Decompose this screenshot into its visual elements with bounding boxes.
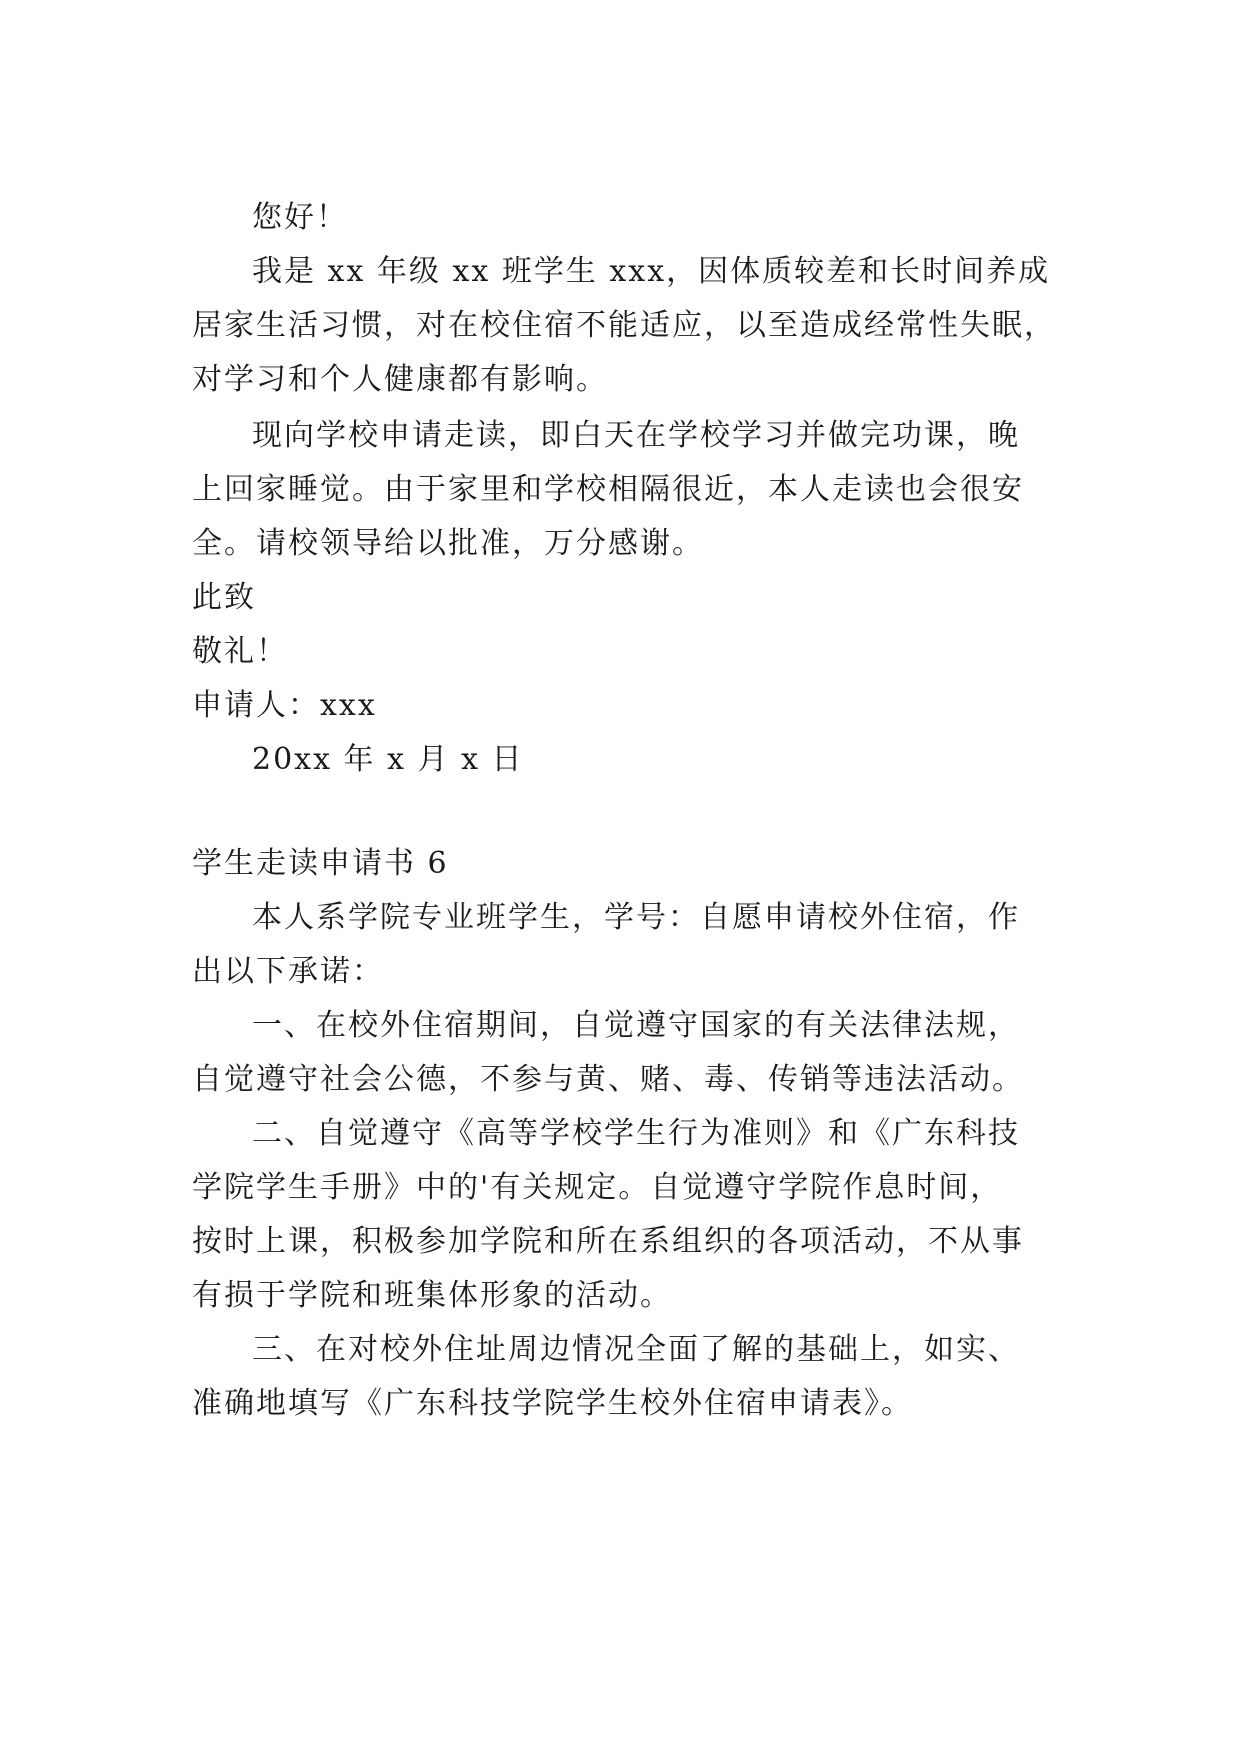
paragraph-line: 全。请校领导给以批准，万分感谢。 bbox=[192, 526, 704, 561]
paragraph-line: 本人系学院专业班学生，学号：自愿申请校外住宿，作 bbox=[252, 900, 1020, 935]
paragraph-line: 对学习和个人健康都有影响。 bbox=[192, 362, 608, 397]
greeting: 您好！ bbox=[252, 200, 348, 235]
applicant-signature: 申请人：xxx bbox=[192, 688, 377, 723]
paragraph-line: 我是 xx 年级 xx 班学生 xxx，因体质较差和长时间养成 bbox=[252, 254, 1051, 289]
closing-line: 此致 bbox=[192, 580, 256, 615]
paragraph-line: 一、在校外住宿期间，自觉遵守国家的有关法律法规， bbox=[252, 1008, 1020, 1043]
paragraph-line: 按时上课，积极参加学院和所在系组织的各项活动，不从事 bbox=[192, 1224, 1024, 1259]
closing-salutation: 敬礼！ bbox=[192, 634, 288, 669]
letter-date: 20xx 年 x 月 x 日 bbox=[252, 742, 524, 777]
paragraph-line: 准确地填写《广东科技学院学生校外住宿申请表》。 bbox=[192, 1386, 913, 1421]
paragraph-line: 三、在对校外住址周边情况全面了解的基础上，如实、 bbox=[252, 1332, 1020, 1367]
paragraph-line: 出以下承诺： bbox=[192, 954, 384, 989]
paragraph-line: 二、自觉遵守《高等学校学生行为准则》和《广东科技 bbox=[252, 1116, 1020, 1151]
paragraph-line: 自觉遵守社会公德，不参与黄、赌、毒、传销等违法活动。 bbox=[192, 1062, 1024, 1097]
paragraph-line: 居家生活习惯，对在校住宿不能适应，以至造成经常性失眠， bbox=[192, 308, 1056, 343]
paragraph-line: 上回家睡觉。由于家里和学校相隔很近，本人走读也会很安 bbox=[192, 472, 1024, 507]
paragraph-line: 有损于学院和班集体形象的活动。 bbox=[192, 1278, 672, 1313]
section-title: 学生走读申请书 6 bbox=[192, 846, 449, 881]
paragraph-line: 现向学校申请走读，即白天在学校学习并做完功课，晚 bbox=[252, 418, 1020, 453]
paragraph-line: 学院学生手册》中的'有关规定。自觉遵守学院作息时间， bbox=[192, 1170, 1003, 1205]
